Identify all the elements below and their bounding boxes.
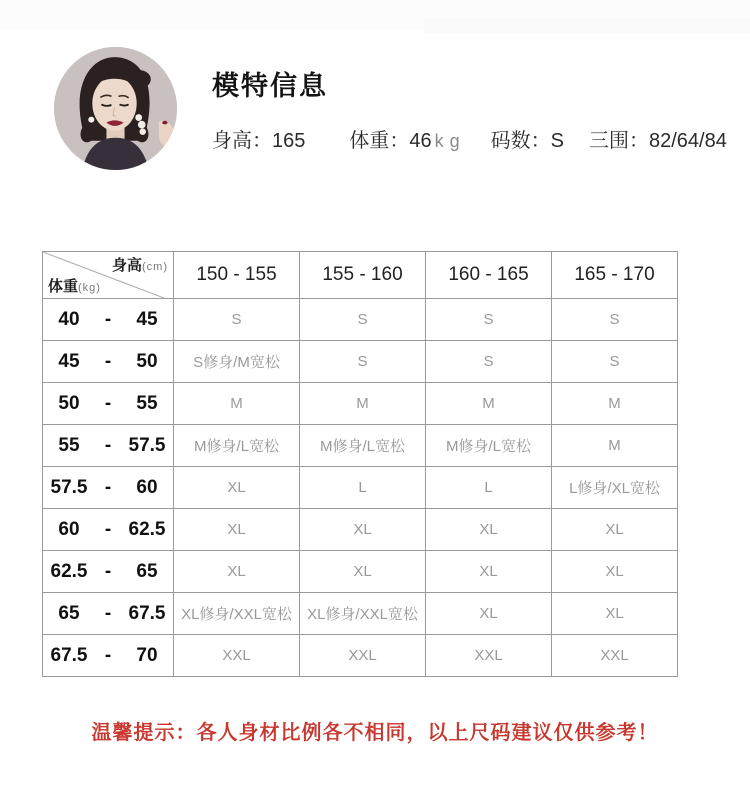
size-cell: XL: [174, 551, 300, 593]
model-stats-row: [212, 124, 727, 153]
weight-range-cell: 60 - 62.5: [43, 509, 174, 551]
size-cell: L修身/XL宽松: [552, 467, 678, 509]
height-column-header: 160 - 165: [426, 252, 552, 299]
model-portrait-illustration: [54, 47, 177, 170]
size-chart-row: [43, 341, 678, 383]
size-cell: S: [300, 341, 426, 383]
size-chart-row: [43, 467, 678, 509]
corner-cell-height-weight: [43, 252, 174, 299]
size-cell: XL: [552, 509, 678, 551]
size-cell: S: [426, 299, 552, 341]
corner-height-label: 身高(cm): [111, 257, 168, 274]
stat-weight-label: 体重：: [349, 130, 410, 152]
stat-weight: [349, 124, 465, 153]
size-cell: XXL: [174, 635, 300, 677]
weight-range-cell: 67.5 - 70: [43, 635, 174, 677]
weight-range-cell: 50 - 55: [43, 383, 174, 425]
stat-size-value: S: [550, 130, 564, 152]
size-cell: XL: [174, 467, 300, 509]
size-cell: XL: [552, 551, 678, 593]
weight-range-cell: 55 - 57.5: [43, 425, 174, 467]
size-chart-row: [43, 383, 678, 425]
height-column-header: 155 - 160: [300, 252, 426, 299]
stat-measurements-label: 三围：: [588, 130, 649, 152]
stat-weight-value: 46: [409, 130, 432, 152]
weight-range-cell: 45 - 50: [43, 341, 174, 383]
size-cell: S: [174, 299, 300, 341]
size-cell: L: [426, 467, 552, 509]
size-cell: M: [174, 383, 300, 425]
size-cell: M修身/L宽松: [426, 425, 552, 467]
size-cell: XL: [426, 551, 552, 593]
size-cell: XL: [300, 551, 426, 593]
height-column-header: 150 - 155: [174, 252, 300, 299]
size-chart-row: [43, 593, 678, 635]
weight-range-cell: 40 - 45: [43, 299, 174, 341]
size-chart-row: [43, 551, 678, 593]
size-cell: XL: [174, 509, 300, 551]
size-cell: M修身/L宽松: [300, 425, 426, 467]
weight-range-cell: 65 - 67.5: [43, 593, 174, 635]
size-chart-row: [43, 635, 678, 677]
size-chart-header-row: [43, 252, 678, 299]
size-chart-row: [43, 509, 678, 551]
size-cell: XL: [552, 593, 678, 635]
size-cell: M: [426, 383, 552, 425]
size-cell: M: [552, 425, 678, 467]
size-cell: XL: [300, 509, 426, 551]
corner-height-unit: (cm): [142, 261, 168, 273]
size-cell: M: [300, 383, 426, 425]
size-cell: S: [426, 341, 552, 383]
height-column-header: 165 - 170: [552, 252, 678, 299]
size-cell: S: [552, 341, 678, 383]
stat-height: [212, 124, 305, 153]
size-cell: XL: [426, 593, 552, 635]
model-photo: [54, 47, 177, 170]
size-cell: S: [552, 299, 678, 341]
top-faint-bar: [424, 18, 750, 34]
size-chart-row: [43, 299, 678, 341]
size-cell: XXL: [426, 635, 552, 677]
size-cell: XL修身/XXL宽松: [300, 593, 426, 635]
size-cell: M修身/L宽松: [174, 425, 300, 467]
size-cell: S: [300, 299, 426, 341]
stat-size-label: 码数：: [490, 130, 551, 152]
weight-range-cell: 57.5 - 60: [43, 467, 174, 509]
stat-measurements: [589, 124, 727, 153]
size-cell: S修身/M宽松: [174, 341, 300, 383]
corner-weight-label: 体重(kg): [48, 278, 101, 295]
size-cell: L: [300, 467, 426, 509]
corner-weight-unit: (kg): [78, 282, 101, 294]
stat-height-label: 身高：: [212, 130, 272, 152]
size-cell: XXL: [552, 635, 678, 677]
size-cell: XL修身/XXL宽松: [174, 593, 300, 635]
stat-measurements-value: 82/64/84: [648, 130, 727, 152]
stat-height-value: 165: [272, 130, 306, 152]
size-chart-row: [43, 425, 678, 467]
model-info-title: 模特信息: [212, 71, 328, 101]
weight-range-cell: 62.5 - 65: [43, 551, 174, 593]
notice-text: 温馨提示：各人身材比例各不相同，以上尺码建议仅供参考！: [91, 722, 659, 744]
stat-weight-unit: kg: [434, 131, 466, 151]
stat-size: [491, 124, 564, 153]
size-cell: M: [552, 383, 678, 425]
size-chart-table: [42, 251, 678, 677]
size-cell: XXL: [300, 635, 426, 677]
size-cell: XL: [426, 509, 552, 551]
